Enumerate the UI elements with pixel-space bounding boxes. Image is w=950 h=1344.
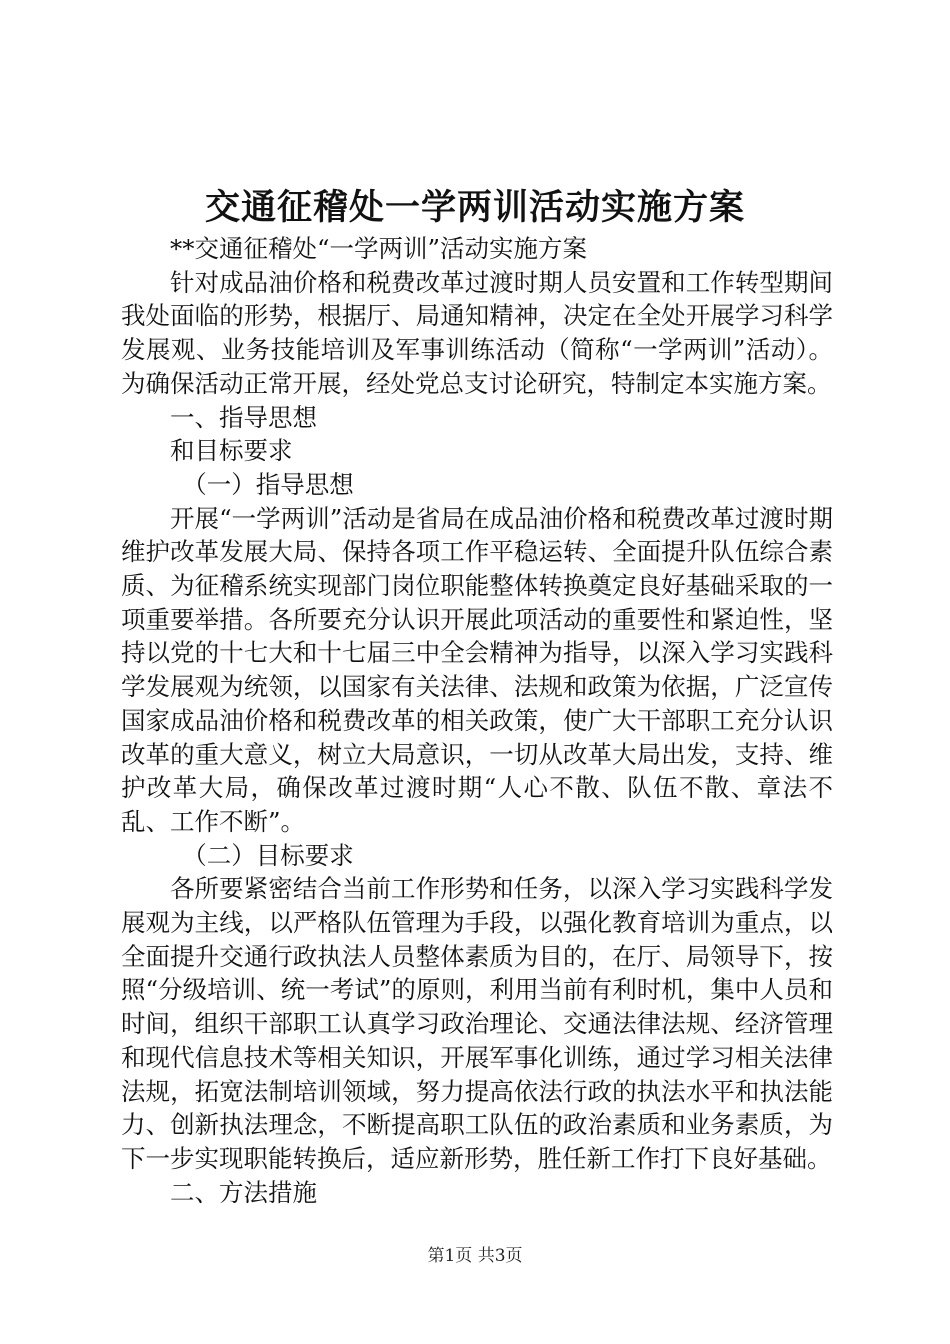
paragraph-subtitle: **交通征稽处“一学两训”活动实施方案 [170, 234, 588, 263]
subsection-heading-2: （二）目标要求 [182, 840, 354, 870]
document-title: 交通征稽处一学两训活动实施方案 [204, 187, 745, 228]
document-body [121, 232, 833, 1209]
subsection-heading-1: （一）指导思想 [182, 469, 354, 499]
paragraph-goals: 各所要紧密结合当前工作形势和任务，以深入学习实践科学发展观为主线，以严格队伍管理为手段，以强化教育培训为重点，以全面提升交通行政执法人员整体素质为目的，在厅、局领导下，按照“分级培训、统一考试”的原则，利用当前有利时机，集中人员和时间，组织干部职工认真学习政治理论、交通法律法规、经济管理和现代信息技术等相关知识，开展军事化训练，通过学习相关法律法规，拓宽法制培训领域，努力提高依法行政的执法水平和执法能力、创新执法理念，不断提高职工队伍的政治素质和业务素质，为下一步实现职能转换后，适应新形势，胜任新工作打下良好基础。 [121, 874, 833, 1173]
section-heading-1-cont: 和目标要求 [170, 436, 293, 466]
section-heading-1: 一、指导思想 [170, 402, 317, 432]
section-heading-2: 二、方法措施 [170, 1177, 317, 1207]
paragraph-guiding-thought: 开展“一学两训”活动是省局在成品油价格和税费改革过渡时期维护改革发展大局、保持各项工作平稳运转、全面提升队伍综合素质、为征稽系统实现部门岗位职能整体转换奠定良好基础采取的一项重要举措。各所要充分认识开展此项活动的重要性和紧迫性，坚持以党的十七大和十七届三中全会精神为指导，以深入学习实践科学发展观为统领，以国家有关法律、法规和政策为依据，广泛宣传国家成品油价格和税费改革的相关政策，使广大干部职工充分认识改革的重大意义，树立大局意识，一切从改革大局出发，支持、维护改革大局，确保改革过渡时期“人心不散、队伍不散、章法不乱、工作不断”。 [121, 503, 833, 836]
paragraph-intro: 针对成品油价格和税费改革过渡时期人员安置和工作转型期间我处面临的形势，根据厅、局通知精神，决定在全处开展学习科学发展观、业务技能培训及军事训练活动（简称“一学两训”活动）。为确保活动正常开展，经处党总支讨论研究，特制定本实施方案。 [121, 267, 833, 398]
page-footer: 第1页 共3页 [427, 1246, 523, 1266]
